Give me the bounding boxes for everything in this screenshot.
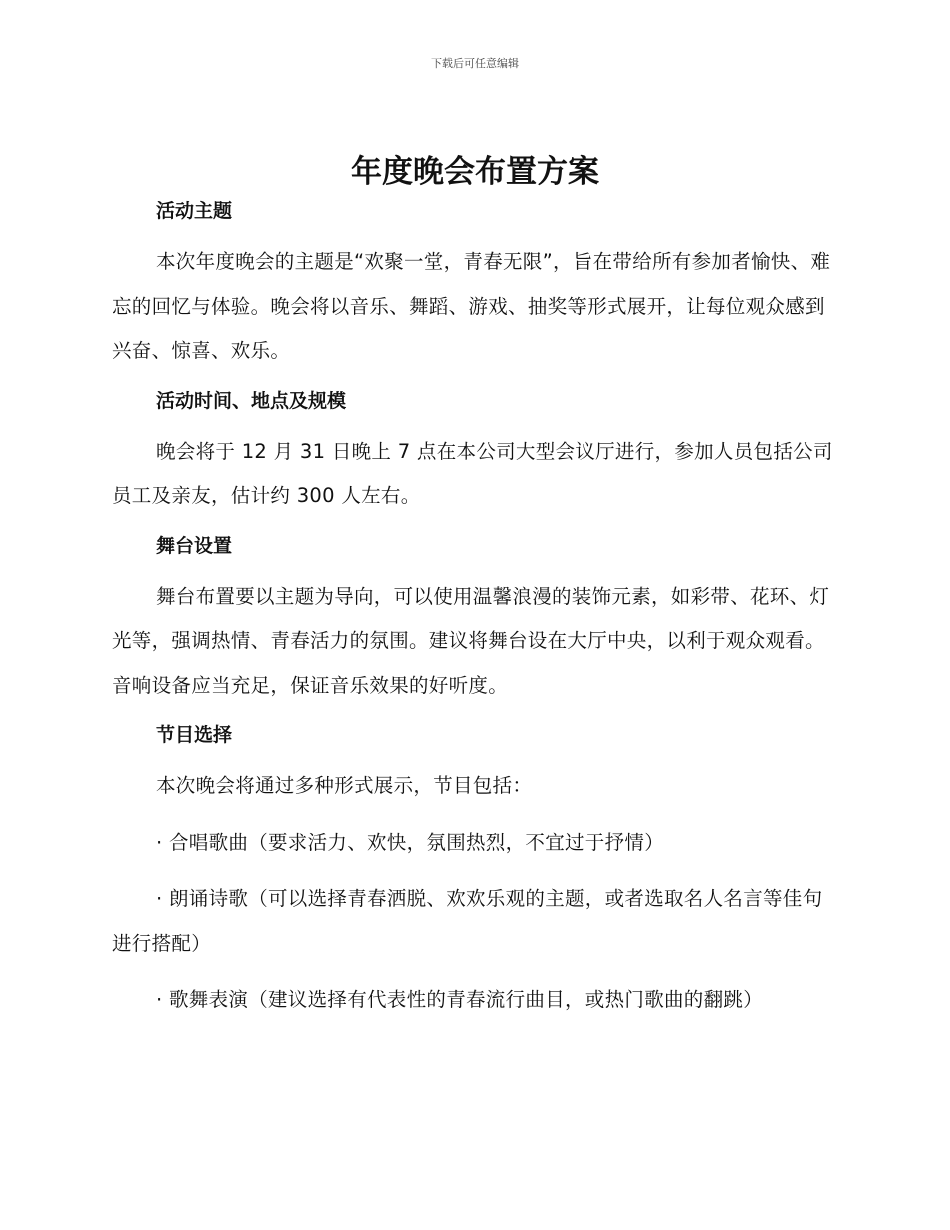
section-heading-program: 节目选择 (156, 724, 233, 746)
page-header-note: 下载后可任意编辑 (431, 57, 519, 70)
document-body (112, 150, 838, 1035)
section-heading-stage: 舞台设置 (156, 534, 233, 557)
section-heading-theme: 活动主题 (156, 200, 233, 222)
program-list-item: · 朗诵诗歌（可以选择青春洒脱、欢欢乐观的主题，或者选取名人名言等佳句进行搭配） (112, 887, 823, 955)
program-list-item: · 歌舞表演（建议选择有代表性的青春流行曲目，或热门歌曲的翻跳） (156, 988, 763, 1011)
section-paragraph-program-intro: 本次晚会将通过多种形式展示，节目包括： (156, 774, 533, 797)
section-paragraph-stage: 舞台布置要以主题为导向，可以使用温馨浪漫的装饰元素，如彩带、花环、灯光等，强调热情、青春活力的氛围。建议将舞台设在大厅中央，以利于观众观看。音响设备应当充足，保证音乐效果的好听度。 (112, 584, 830, 697)
section-paragraph-theme: 本次年度晚会的主题是“欢聚一堂，青春无限”，旨在带给所有参加者愉快、难忘的回忆与体验。晚会将以音乐、舞蹈、游戏、抽奖等形式展开，让每位观众感到兴奋、惊喜、欢乐。 (112, 250, 831, 362)
section-heading-time-location: 活动时间、地点及规模 (156, 389, 347, 412)
section-paragraph-time-location: 晚会将于 12 月 31 日晚上 7 点在本公司大型会议厅进行，参加人员包括公司员工及亲友，估计约 300 人左右。 (112, 439, 833, 507)
document-title: 年度晚会布置方案 (351, 154, 599, 190)
program-list-item: · 合唱歌曲（要求活力、欢快，氛围热烈，不宜过于抒情） (156, 830, 664, 854)
